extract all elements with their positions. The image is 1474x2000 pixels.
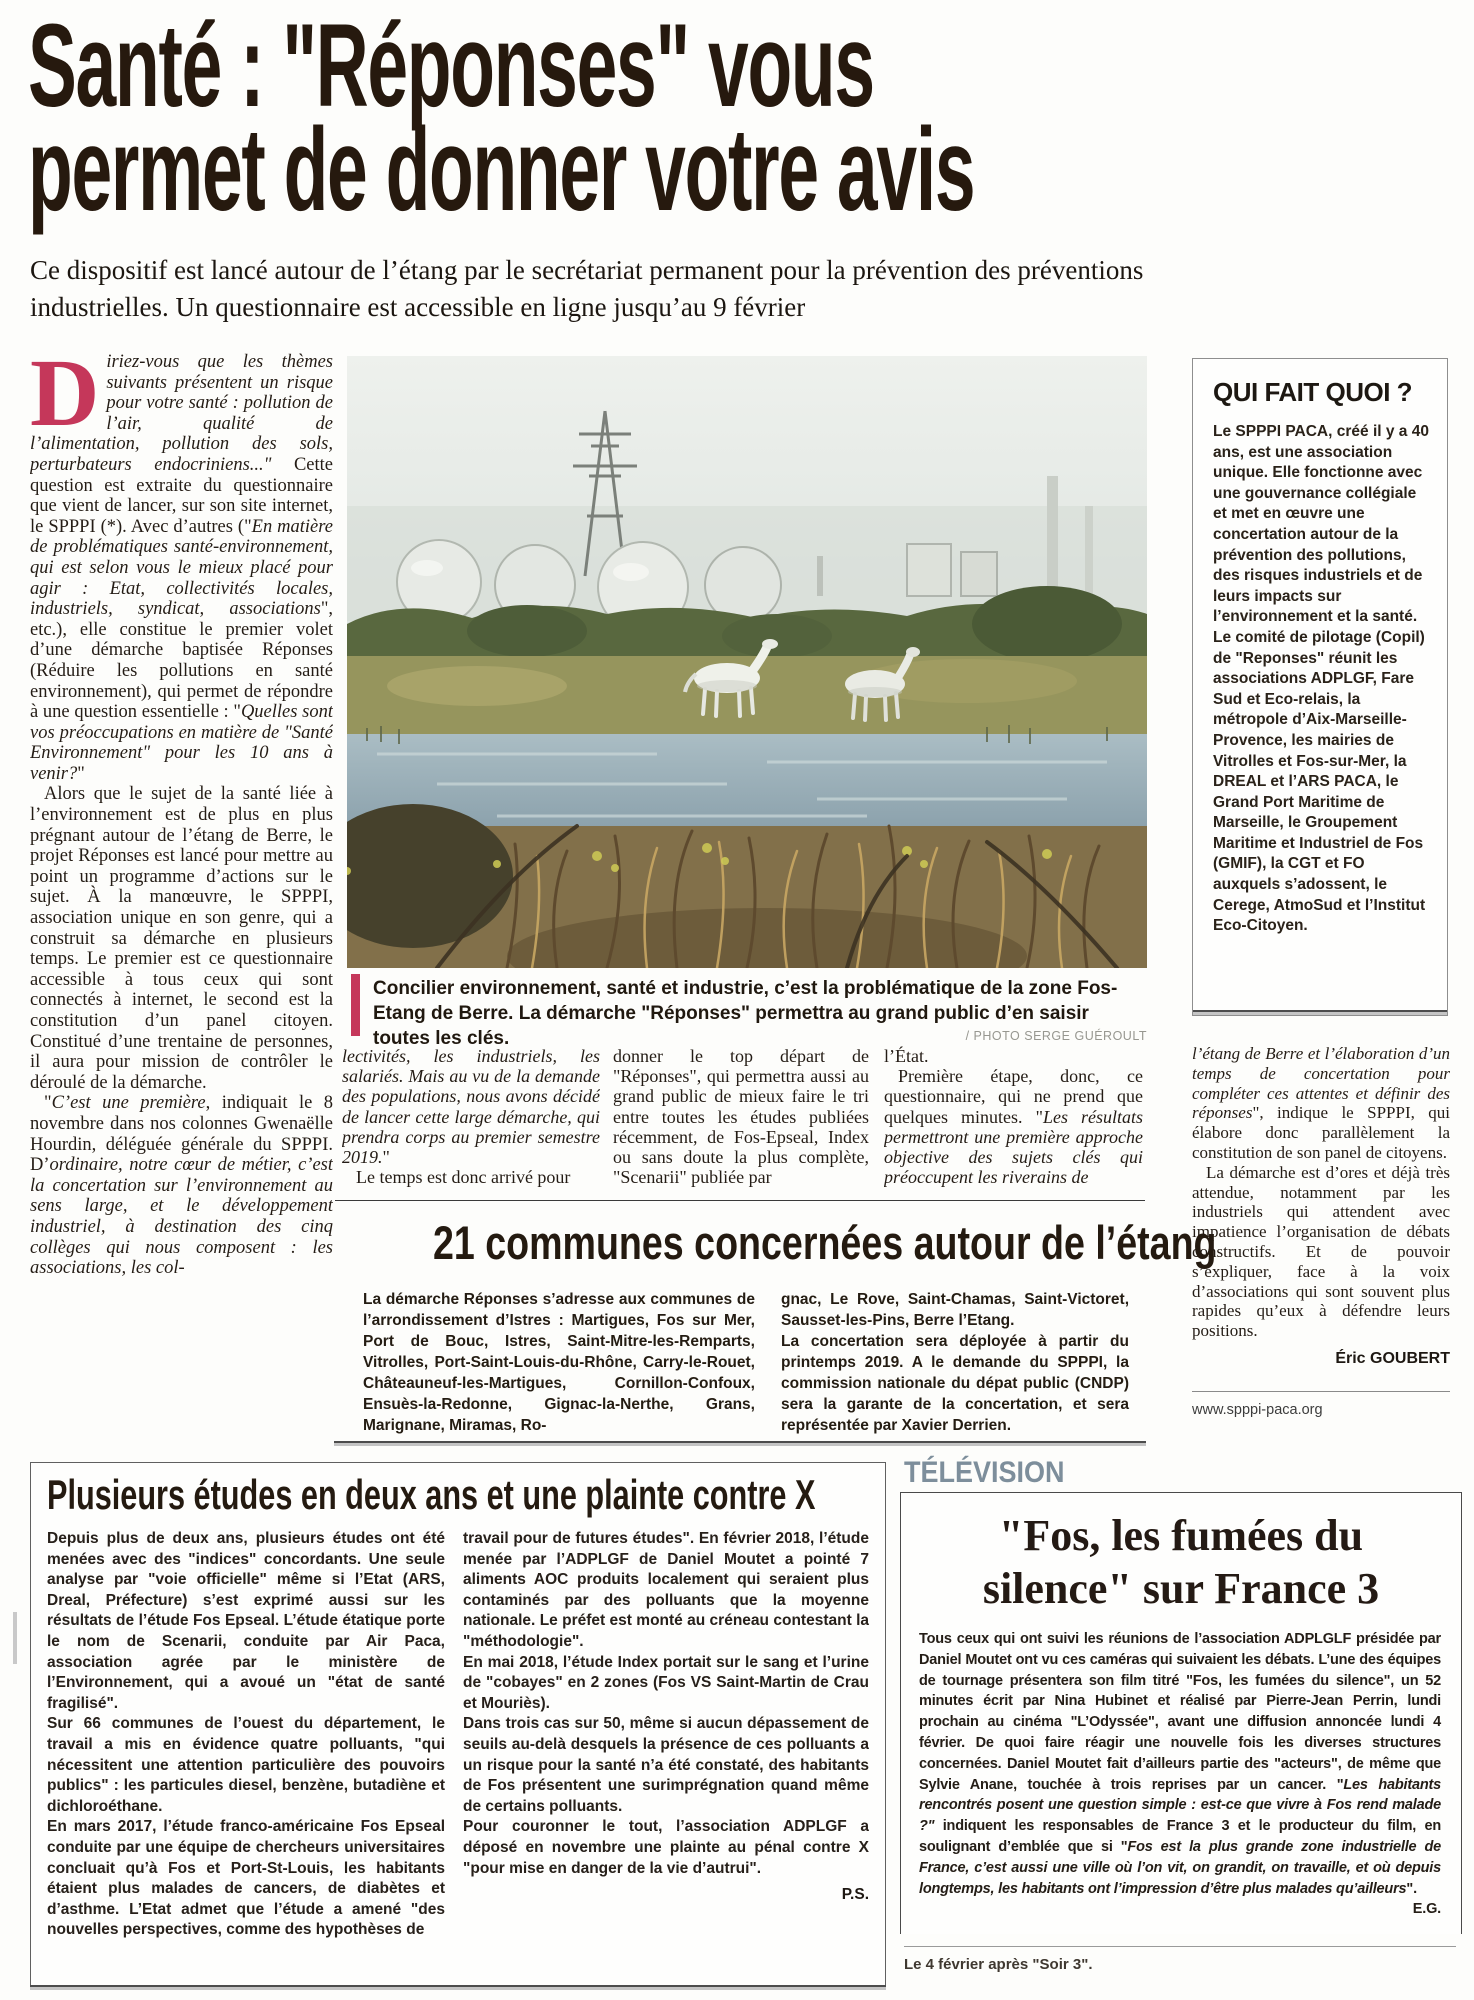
headline-line-1: Santé : "Réponses" vous <box>28 0 874 132</box>
paragraph: En mai 2018, l’étude Index portait sur le sang et l’urine de "cobayes" en 2 zones (Fos VS Saint-Martin de Crau et Mouriès). <box>463 1653 869 1712</box>
paragraph <box>30 352 333 784</box>
paragraph: gnac, Le Rove, Saint-Chamas, Saint-Victoret, Sausset-les-Pins, Berre l’Etang. <box>781 1291 1129 1329</box>
page-title <box>28 0 1474 236</box>
communes-column-2 <box>781 1289 1129 1436</box>
photo-caption <box>373 976 1147 1051</box>
paragraph: En mars 2017, l’étude franco-américaine Fos Epseal conduite par une équipe de chercheurs universitaires concluait qu’à Fos et Port-St-Louis, les habitants étaient plus malades de cancers, de diabètes et d’asthme. L’Etat admet que l’étude a amené "des nouvelles perspectives, comme des hypothèses de <box>47 1818 445 1939</box>
photo-credit: / PHOTO SERGE GUÉROULT <box>965 1029 1147 1043</box>
standfirst: Ce dispositif est lancé autour de l’étang par le secrétariat permanent pour la prévention des préventions industrielles. Un questionnaire est accessible en ligne jusqu’au 9 février <box>30 255 1144 322</box>
article-column-2 <box>342 1046 600 1198</box>
paragraph: Première étape, donc, ce questionnaire, qui ne prend que quelques minutes. "Les résultats permettront une première approche objective des sujets clés qui préoccupent les riverains de <box>884 1066 1143 1188</box>
paragraph: l’État. <box>884 1046 929 1066</box>
signature: P.S. <box>841 1886 869 1904</box>
tv-body-text: Tous ceux qui ont suivi les réunions de l’association ADPLGLF présidée par Daniel Moutet ont vu ces caméras qui suivaient les débats. L’une des équipes de tournage présentera son film titré "Fos, les fumées du silence", un 52 minutes écrit par Nina Hubinet et réalisé par Pierre-Jean Perrin, lundi prochain au cinéma "L’Odyssée", avant une diffusion annoncée lundi 4 février. De quoi faire réagir une nouvelle fois les diverses structures concernées. Daniel Moutet fait d’ailleurs partie des "acteurs", de même que Sylvie Anane, touchée à trois reprises par un cancer. "Les habitants rencontrés posent une question simple : est-ce que vivre à Fos rend malade ?" indiquent les responsables de France 3 et le producteur du film, en soulignant d’emblée que si "Fos est la plus grande zone industrielle de France, c’est aussi une ville où l’on vit, on grandit, on travaille, et où depuis longtemps, les habitants ont l’impression d’être plus malades qu’ailleurs". <box>919 1631 1441 1897</box>
tv-article <box>900 1492 1462 1934</box>
studies-title-text: Plusieurs études en deux ans et une plainte contre X <box>47 1471 816 1518</box>
divider <box>904 1946 1456 1947</box>
paragraph: La démarche est d’ores et déjà très attendue, notamment par les industriels qui attendent avec impatience l’organisation de débats constructifs. Et de pouvoir s’expliquer, face à la voix d’associations qui sont souvent plus rapides qu’eux à défendre leurs positions. <box>1192 1162 1450 1341</box>
studies-column-2 <box>463 1529 869 1979</box>
tv-body <box>919 1629 1441 1918</box>
article-photo <box>347 356 1147 968</box>
paragraph: Sur 66 communes de l’ouest du département, le travail a mis en évidence quatre polluants, "qui nécessitent une attention particulière des pouvoirs publics" : les particules diesel, benzène, butadiène et dichloroéthane. <box>47 1715 445 1815</box>
margin-mark <box>13 1612 17 1664</box>
box-bottom-rule <box>30 1985 886 1990</box>
article-column-5 <box>1192 1044 1450 1421</box>
paragraph: "C’est une première, indiquait le 8 novembre dans nos colonnes Gwenaëlle Hourdin, déléguée générale du SPPPI. D’ordinaire, notre cœur de métier, c’est la concertation sur l’environnement au sens large, et le développement industriel, à destination des cinq collèges qui nous composent : les associations, les col- <box>30 1093 333 1279</box>
drop-cap: D <box>30 352 100 446</box>
paragraph: La concertation sera déployée à partir du printemps 2019. A le demande du SPPPI, la commission nationale du dépat public (CNDP) sera la garante de la concertation, et sera représentée par Xavier Derrien. <box>781 1333 1129 1434</box>
box-paragraph: Le comité de pilotage (Copil) de "Reponses" réunit les associations ADPLGF, Fare Sud et Eco-relais, la métropole d’Aix-Marseille-Provence, les mairies de Vitrolles et Fos-sur-Mer, la DREAL et l’ARS PACA, le Grand Port Maritime de Marseille, le Groupement Maritime et Industriel de Fos (GMIF), la CGT et FO auxquels s’adossent, le Cerege, AtmoSud et l’Institut Eco-Citoyen. <box>1213 628 1426 935</box>
communes-column-1 <box>363 1289 755 1436</box>
communes-title-text: 21 communes concernées autour de l’étang <box>432 1216 1217 1269</box>
tv-title-line-1: "Fos, les fumées du <box>998 1511 1364 1560</box>
byline: Éric GOUBERT <box>1335 1349 1450 1367</box>
divider <box>1192 1391 1450 1392</box>
article-column-3 <box>613 1046 869 1198</box>
box-bottom-rule <box>1192 1010 1448 1015</box>
section-kicker-text: TÉLÉVISION <box>904 1456 1065 1489</box>
tv-title-line-2: silence" sur France 3 <box>982 1564 1380 1613</box>
signature: E.G. <box>1412 1901 1441 1918</box>
qui-fait-quoi-box <box>1192 358 1448 1016</box>
headline-line-2: permet de donner votre avis <box>28 104 975 236</box>
website-link[interactable]: www.spppi-paca.org <box>1192 1401 1323 1418</box>
paragraph: La démarche Réponses s’adresse aux communes de l’arrondissement d’Istres : Martigues, Fos sur Mer, Port de Bouc, Istres, Saint-Mitre-les-Remparts, Vitrolles, Port-Saint-Louis-du-Rhône, Carry-le-Rouet, Châteauneuf-les-Martigues, Cornillon-Confoux, Ensuès-la-Redonne, Gignac-la-Nerthe, Grans, Marignane, Miramas, Ro- <box>363 1291 755 1434</box>
tv-footnote: Le 4 février après "Soir 3". <box>904 1956 1093 1973</box>
tv-title <box>901 1509 1461 1615</box>
communes-box <box>335 1200 1217 1446</box>
article-photo-illustration <box>347 356 1147 968</box>
paragraph: Dans trois cas sur 50, même si aucun dépassement de seuils au-delà desquels la présence de ces polluants a un risque pour la santé n’a été constaté, des habitants de Fos présentent une surimprégnation quand même de certains polluants. <box>463 1715 869 1815</box>
paragraph: donner le top départ de "Réponses", qui permettra aussi au grand public de mieux faire le tri entre toutes les études publiées récemment, de Fos-Epseal, Index ou sans doute la plus complète, "Scenarii" publiée par <box>613 1046 869 1188</box>
article-column-4 <box>884 1046 1143 1204</box>
box-title: QUI FAIT QUOI ? <box>1213 377 1413 407</box>
studies-article <box>30 1462 886 1990</box>
article-column-1 <box>30 352 333 1450</box>
paragraph: Pour couronner le tout, l’association ADPLGF a déposé en novembre une plainte au pénal contre X "pour mise en danger de la vie d’autrui". <box>463 1818 869 1877</box>
paragraph: lectivités, les industriels, les salariés. Mais au vu de la demande des populations, nous avons décidé de lancer cette large démarche, qui prendra corps au premier semestre 2019." <box>342 1046 600 1168</box>
paragraph: Le temps est donc arrivé pour <box>356 1167 571 1188</box>
paragraph: Depuis plus de deux ans, plusieurs études ont été menées avec des "indices" concordants. Une seule analyse par "voie officielle" même si l’Etat (ARS, Dreal, Préfecture) s’est exprimé aussi sur les résultats de l’étude Fos Epseal. L’étude étatique porte le nom de Scenarii, conduite par Air Paca, association agrée par le ministère de l’Environnement, qui a avoué un "état de santé fragilisé". <box>47 1530 445 1712</box>
caption-accent-bar <box>351 974 360 1036</box>
box-bottom-rule <box>334 1441 1146 1446</box>
paragraph-text: iriez-vous que les thèmes suivants présentent un risque pour votre santé : pollution de l’air, qualité de l’alimentation, pollution des sols, perturbateurs endocriniens..." Cette question est extraite du questionnaire que vient de lancer, sur son site internet, le SPPPI (*). Avec d’autres ("En matière de problématiques santé-environnement, qui est selon vous le mieux placé pour agir : Etat, collectivités locales, industriels, syndicat, associations", etc.), elle constitue le premier volet d’une démarche baptisée Réponses (Réduire les pollutions en santé environnement), qui permet de répondre à une question essentielle : "Quelles sont vos préoccupations en matière de "Santé Environnement" pour les 10 ans à venir?" <box>30 352 333 784</box>
studies-column-1 <box>47 1529 445 1979</box>
paragraph: l’étang de Berre et l’élaboration d’un temps de concertation pour compléter ces attentes et définir des réponses", indique le SPPPI, qui élabore donc parallèlement la constitution de son panel de citoyens. <box>1192 1044 1450 1162</box>
paragraph: Alors que le sujet de la santé liée à l’environnement est de plus en plus prégnant autour de l’étang de Berre, le projet Réponses est lancé pour mettre au point un programme d’actions sur le sujet. À la manœuvre, le SPPPI, association unique en son genre, qui a construit sa démarche en plusieurs temps. Le premier est ce questionnaire accessible à tous ceux qui sont connectés à internet, le second est la constitution d’un panel citoyen. Constitué d’une trentaine de personnes, il aura pour mission de contrôler le déroulé de la démarche. <box>30 784 333 1093</box>
section-kicker <box>904 1456 1082 1490</box>
photo-caption-text: Concilier environnement, santé et industrie, c’est la problématique de la zone Fos-Etang de Berre. La démarche "Réponses" permettra au grand public d’en saisir toutes les clés. <box>373 978 1118 1049</box>
paragraph: travail pour de futures études". En février 2018, l’étude menée par l’ADPLGF de Daniel Moutet a pointé 7 aliments AOC produits localement qui seraient plus contaminés par des polluants que la moyenne nationale. Le préfet est monté au créneau contestant la "méthodologie". <box>463 1530 869 1650</box>
box-paragraph: Le SPPPI PACA, créé il y a 40 ans, est une association unique. Elle fonctionne avec une gouvernance collégiale et met en œuvre une concertation autour de la prévention des pollutions, des risques industriels et de leurs impacts sur l’environnement et la santé. <box>1213 423 1429 626</box>
communes-title <box>335 1215 1217 1270</box>
